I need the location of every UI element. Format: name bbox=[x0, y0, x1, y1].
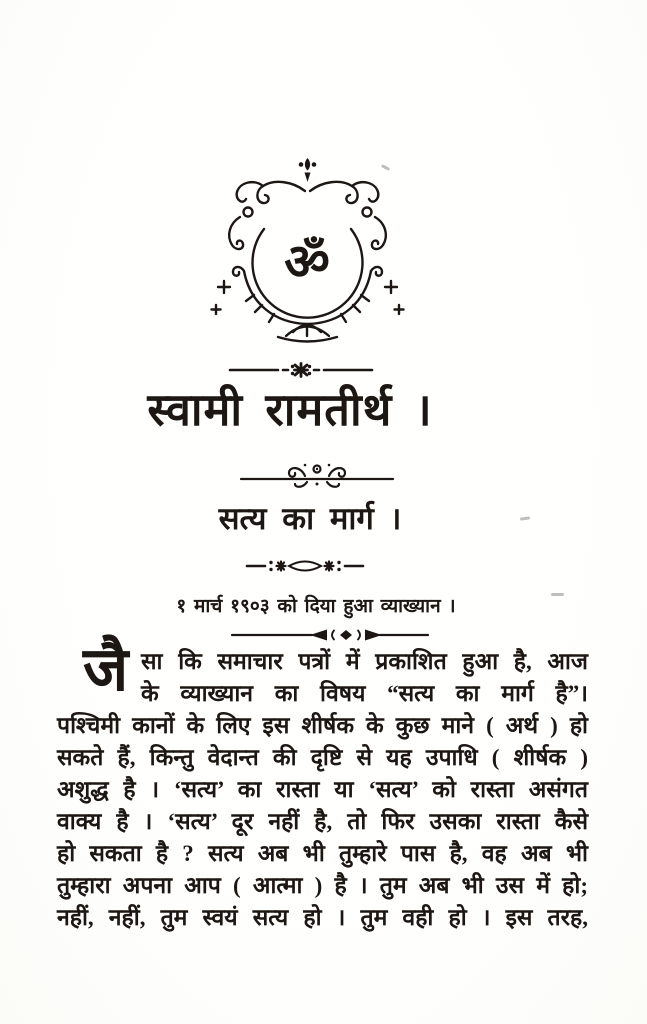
om-wreath-ornament bbox=[210, 155, 405, 341]
body-text-line: के व्याख्यान का विषय “सत्य का मार्ग है”। bbox=[141, 681, 588, 706]
star-rule-divider bbox=[228, 361, 374, 379]
body-text-line: सा कि समाचार पत्रों में प्रकाशित हुआ है, आज bbox=[141, 649, 588, 674]
book-author-title: स्वामी रामतीर्थ । bbox=[147, 385, 433, 435]
om-symbol: ॐ bbox=[284, 234, 330, 290]
scroll-rule-divider bbox=[237, 460, 397, 488]
arrow-rule-divider bbox=[232, 627, 428, 643]
body-text-line: हो सकता है ? सत्य अब भी तुम्हारे पास है, वह अब भी bbox=[57, 841, 588, 866]
body-text-line: वाक्य है । ‘सत्य’ दूर नहीं है, तो फिर उसका रास्ता कैसे bbox=[57, 809, 588, 834]
body-text-line: तुम्हारा अपना आप ( आत्मा ) है । तुम अब भी उस में हो; bbox=[57, 873, 588, 898]
body-text-line: अशुद्ध है । ‘सत्य’ का रास्ता या ‘सत्य’ को रास्ता असंगत bbox=[57, 777, 588, 802]
body-text-line: नहीं, नहीं, तुम स्वयं सत्य हो । तुम वही हो । इस तरह, bbox=[57, 905, 588, 930]
dropcap-letter: जै bbox=[83, 637, 129, 704]
body-text-line: पश्चिमी कानों के लिए इस शीर्षक के कुछ माने ( अर्थ ) हो bbox=[57, 713, 588, 738]
lecture-dateline: १ मार्च १९०३ को दिया हुआ व्याख्यान । bbox=[176, 596, 456, 617]
lecture-paragraph bbox=[57, 637, 588, 934]
lens-rule-divider bbox=[245, 558, 365, 574]
lecture-title: सत्य का मार्ग । bbox=[218, 501, 402, 536]
scan-speck bbox=[551, 593, 564, 596]
body-text-line: सकते हैं, किन्तु वेदान्त की दृष्टि से यह उपाधि ( शीर्षक ) bbox=[57, 745, 588, 770]
